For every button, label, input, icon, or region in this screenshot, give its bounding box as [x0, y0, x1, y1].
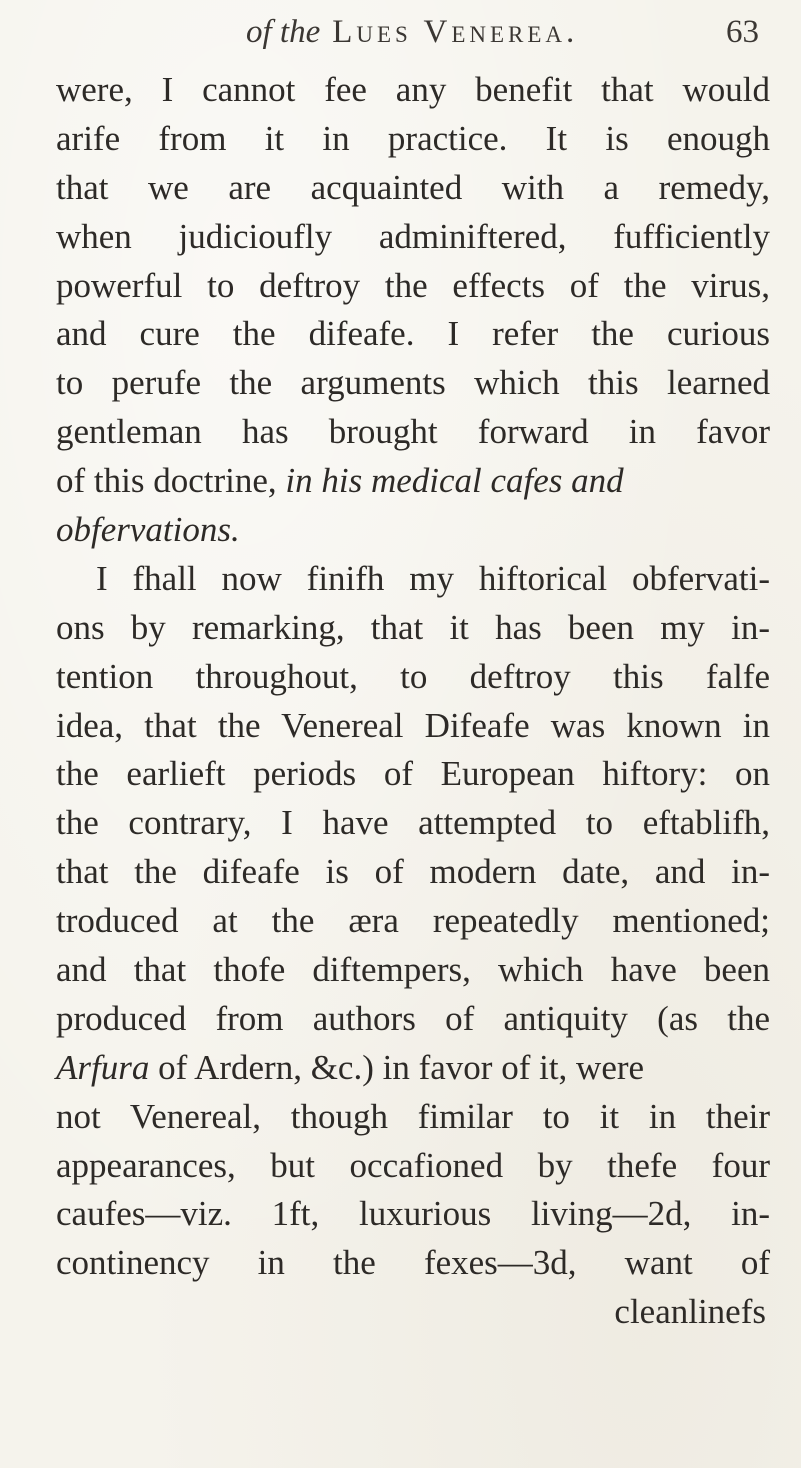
text-line: arife from it in practice. It is enough [56, 118, 770, 158]
text-line: not Venereal, though fimilar to it in their [56, 1096, 770, 1136]
text-line: gentleman has brought forward in favor [56, 412, 770, 452]
text-line: the contrary, I have attempted to eftablifh, [56, 803, 770, 843]
italic-title: obfervations. [56, 510, 240, 550]
text-line: powerful to deftroy the effects of the virus, [56, 265, 770, 305]
text-line: produced from authors of antiquity (as the [56, 998, 770, 1038]
body-text [56, 66, 770, 1337]
text-line: troduced at the æra repeatedly mentioned; [56, 901, 770, 941]
italic-term: Arfura [56, 1047, 150, 1087]
text-line [56, 1044, 770, 1093]
text-line: caufes—viz. 1ft, luxurious living—2d, in- [56, 1194, 770, 1234]
paragraph-start-line: I fhall now finifh my hiftorical obfervati- [96, 558, 770, 598]
italic-title: in his medical cafes and [285, 461, 624, 501]
text-line: continency in the fexes—3d, want of [56, 1243, 770, 1283]
text-line: the earlieft periods of European hiftory: on [56, 754, 770, 794]
text-line: ons by remarking, that it has been my in- [56, 607, 770, 647]
text-line [56, 457, 770, 506]
text-line: tention throughout, to deftroy this falfe [56, 656, 770, 696]
text-line: appearances, but occafioned by thefe four [56, 1145, 770, 1185]
text-line: that the difeafe is of modern date, and in- [56, 852, 770, 892]
page-number: 63 [726, 14, 759, 50]
text-segment: of Ardern, &c.) in favor of it, were [158, 1047, 645, 1087]
text-line: idea, that the Venereal Difeafe was known in [56, 705, 770, 745]
text-line: were, I cannot fee any benefit that would [56, 70, 770, 109]
text-line: when judicioufly adminiftered, fufficiently [56, 216, 770, 256]
text-line: and cure the difeafe. I refer the curious [56, 314, 770, 354]
running-head-title: Lues Venerea. [332, 14, 579, 50]
text-line: and that thofe diftempers, which have been [56, 950, 770, 990]
text-line: to perufe the arguments which this learned [56, 363, 770, 403]
running-head-of-the: of the [246, 14, 321, 50]
running-head [246, 14, 706, 54]
catchword: cleanlinefs [614, 1292, 766, 1332]
text-segment: of this doctrine, [56, 461, 277, 501]
text-line: that we are acquainted with a remedy, [56, 167, 770, 207]
